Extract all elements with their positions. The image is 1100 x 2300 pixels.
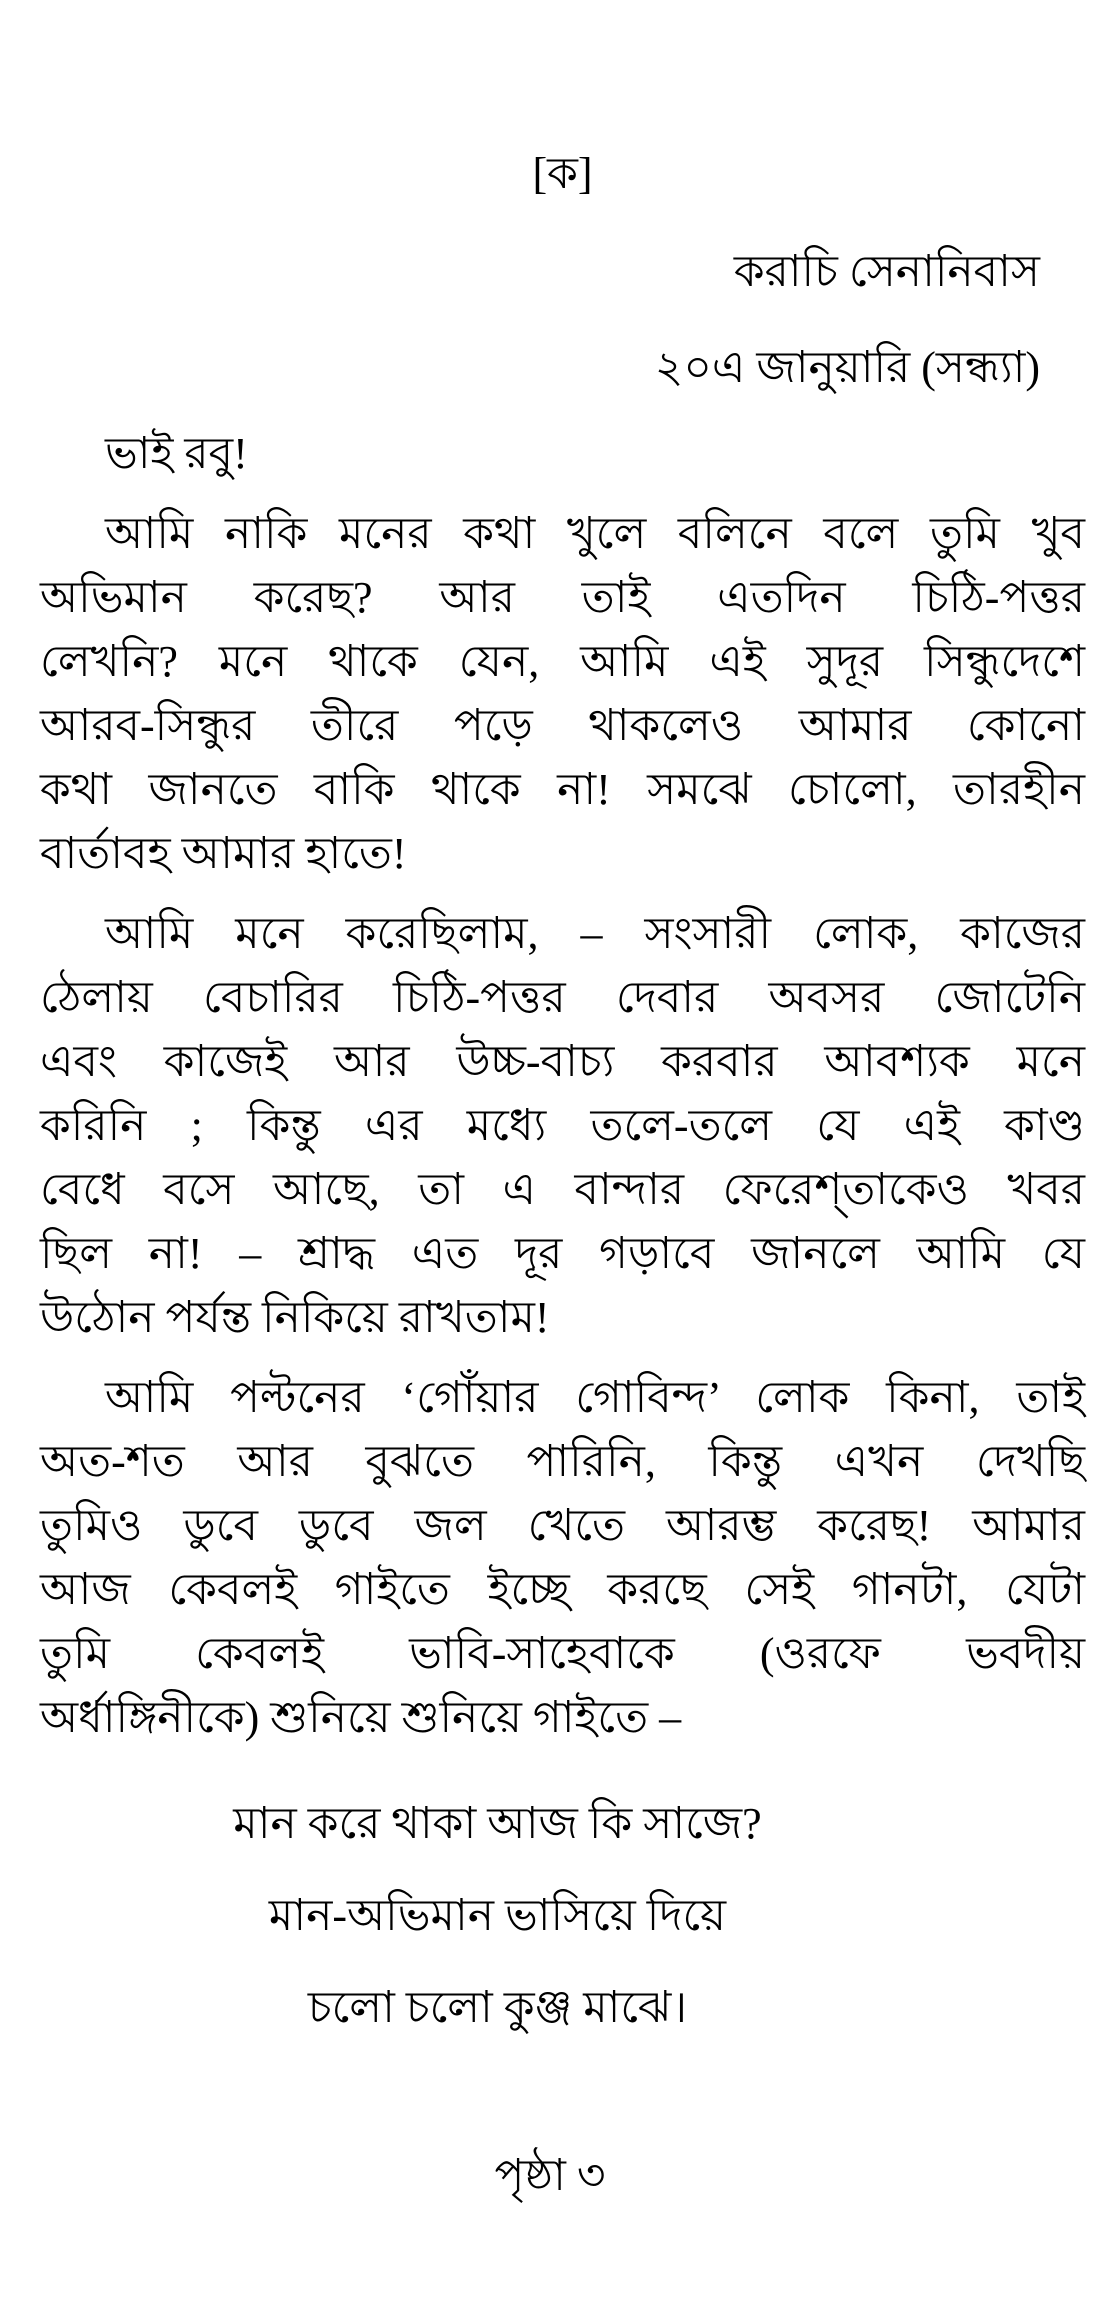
paragraph-line: আমি পল্টনের ‘গোঁয়ার গোবিন্দ’ লোক কিনা, তাই [105,1373,1085,1422]
section-marker: [ক] [532,149,593,198]
paragraph-line: কথা জানতে বাকি থাকে না! সমঝে চোলো, তারহীন [40,765,1085,814]
paragraph-line: অত-শত আর বুঝতে পারিনি, কিন্তু এখন দেখছি [40,1437,1085,1486]
paragraph-line: তুমিও ডুবে ডুবে জল খেতে আরম্ভ করেছ! আমার [40,1501,1085,1550]
dateline [40,224,1085,416]
paragraph-line: উঠোন পর্যন্ত নিকিয়ে রাখতাম! [40,1293,550,1342]
dateline-place: করাচি সেনানিবাস [733,247,1040,296]
paragraph-line: আমি মনে করেছিলাম, – সংসারী লোক, কাজের [105,909,1085,958]
verse-line: চলো চলো কুঞ্জ মাঝে। [307,1983,688,2032]
paragraph-line: বার্তাবহ আমার হাতে! [40,829,407,878]
paragraph-line: আজ কেবলই গাইতে ইচ্ছে করছে সেই গানটা, যেটা [40,1565,1085,1614]
song-verse [40,1778,1085,2054]
paragraph-line: লেখনি? মনে থাকে যেন, আমি এই সুদূর সিন্ধুদেশে [40,637,1085,686]
paragraph-line: ছিল না! – শ্রাদ্ধ এত দূর গড়াবে জানলে আমি যে [40,1229,1085,1278]
paragraph-line: করিনি ; কিন্তু এর মধ্যে তলে-তলে যে এই কাণ্ড [40,1101,1085,1150]
paragraph-3 [40,1366,1085,1750]
paragraph-line: অভিমান করেছ? আর তাই এতদিন চিঠি-পত্তর [40,573,1085,622]
salutation: ভাই রবু! [105,429,248,478]
paragraph-line: তুমি কেবলই ভাবি-সাহেবাকে (ওরফে ভবদীয় [40,1629,1085,1678]
verse-line: মান করে থাকা আজ কি সাজে? [233,1799,762,1848]
paragraph-line: বেধে বসে আছে, তা এ বান্দার ফেরেশ্‌তাকেও খবর [40,1165,1085,1214]
paragraph-line: ঠেলায় বেচারির চিঠি-পত্তর দেবার অবসর জোটেনি [40,973,1085,1022]
paragraph-2 [40,902,1085,1350]
paragraph-line: আমি নাকি মনের কথা খুলে বলিনে বলে তুমি খুব [105,509,1085,558]
paragraph-line: অর্ধাঙ্গিনীকে) শুনিয়ে শুনিয়ে গাইতে – [40,1693,682,1742]
page-number: পৃষ্ঠা ৩ [494,2151,606,2200]
verse-line: মান-অভিমান ভাসিয়ে দিয়ে [268,1891,727,1940]
letter-content [40,0,1085,2054]
dateline-date: ২০এ জানুয়ারি (সন্ধ্যা) [654,343,1040,392]
paragraph-line: আরব-সিন্ধুর তীরে পড়ে থাকলেও আমার কোনো [40,701,1085,750]
paragraph-1 [40,502,1085,886]
paragraph-line: এবং কাজেই আর উচ্চ-বাচ্য করবার আবশ্যক মনে [40,1037,1085,1086]
